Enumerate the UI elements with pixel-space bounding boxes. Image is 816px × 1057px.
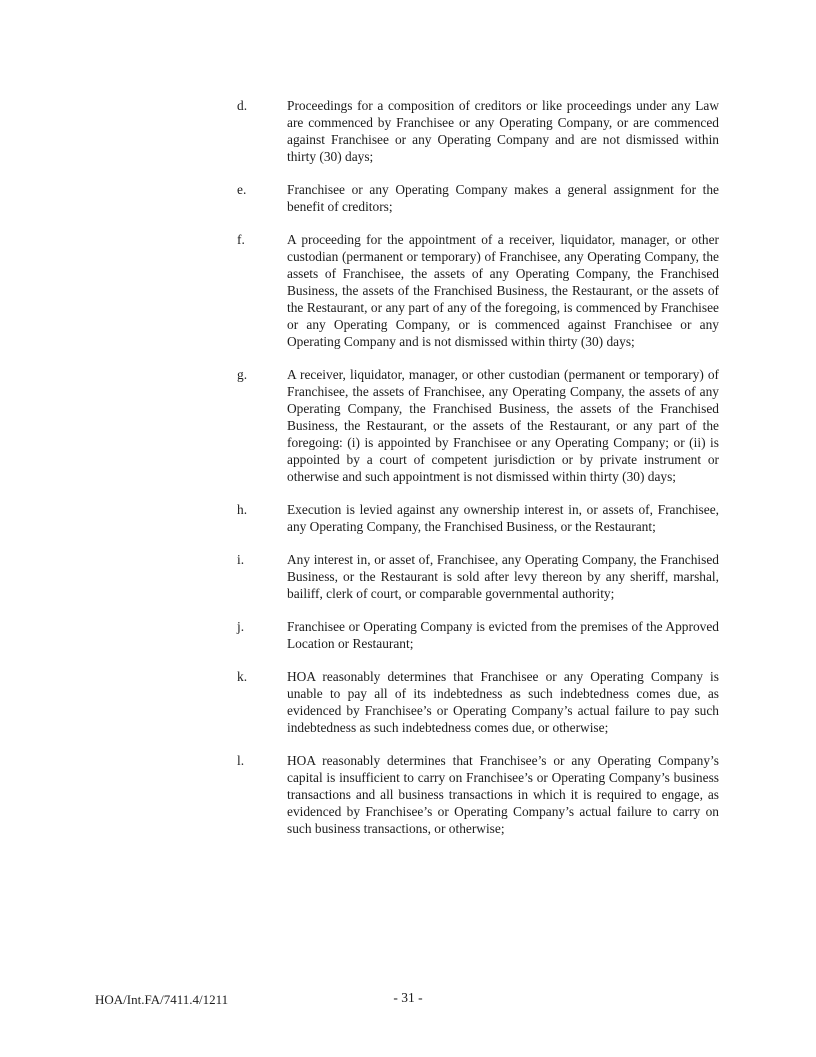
list-item xyxy=(237,181,719,215)
list-item xyxy=(237,618,719,652)
list-item-label: j. xyxy=(237,619,245,634)
list-item-text: Execution is levied against any ownership interest in, or assets of, Franchisee, any Operating Company, the Franchised Business, or the Restaurant; xyxy=(287,502,719,534)
list-item-text: Any interest in, or asset of, Franchisee, any Operating Company, the Franchised Business, or the Restaurant is sold after levy thereon by any sheriff, marshal, bailiff, clerk of court, or comparable governmental authority; xyxy=(287,552,719,601)
list-item-label: h. xyxy=(237,502,248,517)
page-footer xyxy=(0,991,816,1011)
list-item xyxy=(237,501,719,535)
list-item-text: Franchisee or Operating Company is evicted from the premises of the Approved Location or Restaurant; xyxy=(287,619,719,651)
list-item-label: i. xyxy=(237,552,245,567)
list-item-text: A proceeding for the appointment of a receiver, liquidator, manager, or other custodian (permanent or temporary) of Franchisee, any Operating Company, the assets of Franchisee, the assets of any Operating Company, the Franchised Business, the assets of the Franchised Business, the Restaurant, or the assets of the Restaurant, or any part of any of the foregoing, is commenced by Franchisee or any Operating Company, or is commenced against Franchisee or any Operating Company and is not dismissed within thirty (30) days; xyxy=(287,232,719,349)
list-item-text: HOA reasonably determines that Franchisee’s or any Operating Company’s capital is insufficient to carry on Franchisee’s or Operating Company’s business transactions and all business transactions in which it is required to engage, as evidenced by Franchisee’s or Operating Company’s actual failure to carry on such business transactions, or otherwise; xyxy=(287,753,719,836)
list-item-text: HOA reasonably determines that Franchisee or any Operating Company is unable to pay all of its indebtedness as such indebtedness comes due, as evidenced by Franchisee’s or Operating Company’s actual failure to pay such indebtedness as such indebtedness comes due, or otherwise; xyxy=(287,669,719,735)
clause-list xyxy=(237,97,719,853)
list-item xyxy=(237,366,719,485)
list-item-label: g. xyxy=(237,367,248,382)
page-number: - 31 - xyxy=(393,990,423,1005)
list-item xyxy=(237,551,719,602)
list-item-label: e. xyxy=(237,182,247,197)
list-item xyxy=(237,97,719,165)
list-item-text: Franchisee or any Operating Company makes a general assignment for the benefit of creditors; xyxy=(287,182,719,214)
list-item xyxy=(237,752,719,837)
list-item-text: Proceedings for a composition of creditors or like proceedings under any Law are commenced by Franchisee or any Operating Company, or are commenced against Franchisee or any Operating Company and are not dismissed within thirty (30) days; xyxy=(287,98,719,164)
list-item-text: A receiver, liquidator, manager, or other custodian (permanent or temporary) of Franchisee, the assets of Franchisee, any Operating Company, the assets of any Operating Company, the Franchised Business, the assets of the Franchised Business, the Restaurant, or the assets of the Restaurant, or any part of the foregoing: (i) is appointed by Franchisee or any Operating Company; or (ii) is appointed by a court of competent jurisdiction or by private instrument or otherwise and such appointment is not dismissed within thirty (30) days; xyxy=(287,367,719,484)
list-item-label: k. xyxy=(237,669,248,684)
list-item-label: l. xyxy=(237,753,245,768)
list-item-label: d. xyxy=(237,98,248,113)
footer-doc-ref: HOA/Int.FA/7411.4/1211 xyxy=(95,992,229,1007)
list-item xyxy=(237,231,719,350)
list-item-label: f. xyxy=(237,232,245,247)
list-item xyxy=(237,668,719,736)
